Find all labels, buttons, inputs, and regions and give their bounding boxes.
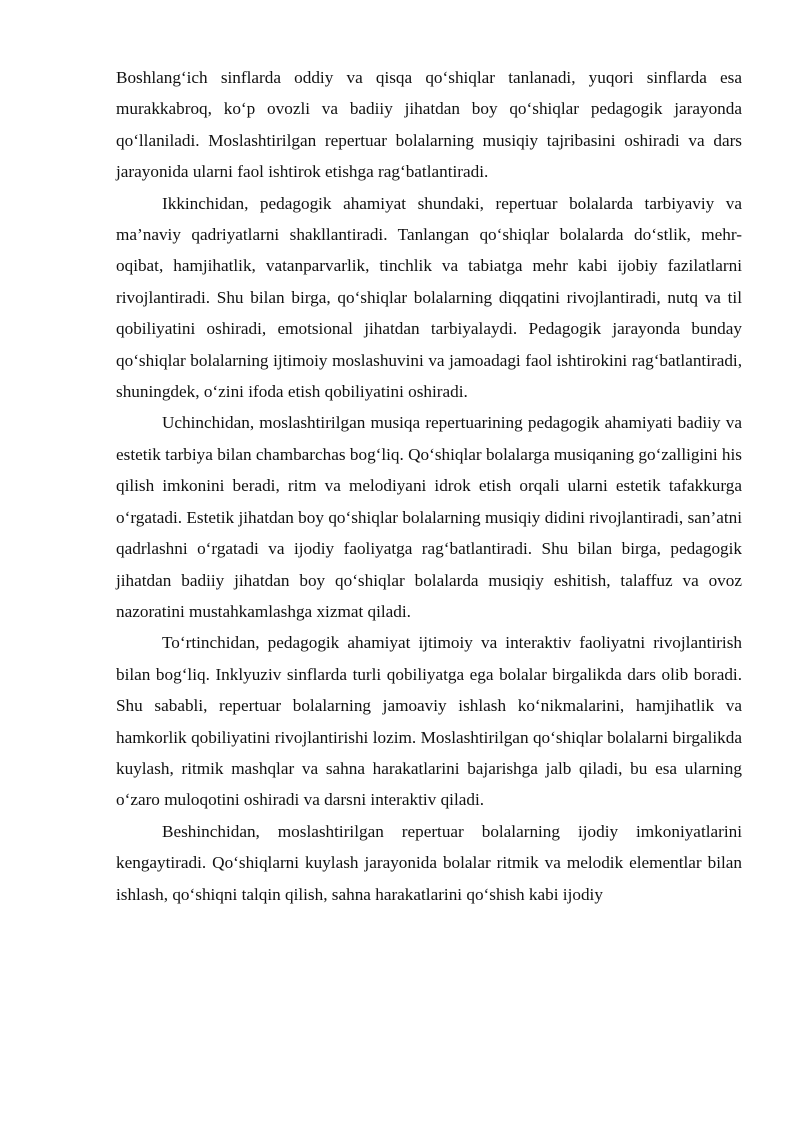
paragraph-5: Beshinchidan, moslashtirilgan repertuar bolalarning ijodiy imkoniyatlarini kengaytiradi. Qo‘shiqlarni kuylash jarayonida bolalar ritmik va melodik elementlar bilan ishlash, qo‘shiqni talqin qilish, sahna harakatlarini qo‘shish kabi ijodiy xyxy=(116,821,742,904)
document-page xyxy=(116,62,742,910)
paragraph-2: Ikkinchidan, pedagogik ahamiyat shundaki, repertuar bolalarda tarbiyaviy va ma’naviy qadriyatlarni shakllantiradi. Tanlangan qo‘shiqlar bolalarda do‘stlik, mehr-oqibat, hamjihatlik, vatanparvarlik, tinchlik va tabiatga mehr kabi ijobiy fazilatlarni rivojlantiradi. Shu bilan birga, qo‘shiqlar bolalarning diqqatini rivojlantiradi, nutq va til qobiliyatini oshiradi, emotsional jihatdan tarbiyalaydi. Pedagogik jarayonda bunday qo‘shiqlar bolalarning ijtimoiy moslashuvini va jamoadagi faol ishtirokini rag‘batlantiradi, shuningdek, o‘zini ifoda etish qobiliyatini oshiradi. xyxy=(116,193,742,402)
paragraph-4: To‘rtinchidan, pedagogik ahamiyat ijtimoiy va interaktiv faoliyatni rivojlantirish bilan bog‘liq. Inklyuziv sinflarda turli qobiliyatga ega bolalar birgalikda dars olib boradi. Shu sababli, repertuar bolalarning jamoaviy ishlash ko‘nikmalarini, hamjihatlik va hamkorlik qobiliyatini rivojlantirishi lozim. Moslashtirilgan qo‘shiqlar bolalarni birgalikda kuylash, ritmik mashqlar va sahna harakatlarini bajarishga jalb qiladi, bu esa ularning o‘zaro muloqotini oshiradi va darsni interaktiv qiladi. xyxy=(116,633,742,810)
paragraph-3: Uchinchidan, moslashtirilgan musiqa repertuarining pedagogik ahamiyati badiiy va estetik tarbiya bilan chambarchas bog‘liq. Qo‘shiqlar bolalarga musiqaning go‘zalligini his qilish imkonini beradi, ritm va melodiyani idrok etish orqali ularni estetik tafakkurga o‘rgatadi. Estetik jihatdan boy qo‘shiqlar bolalarning musiqiy didini rivojlantiradi, san’atni qadrlashni o‘rgatadi va ijodiy faoliyatga rag‘batlantiradi. Shu bilan birga, pedagogik jihatdan badiiy jihatdan boy qo‘shiqlar bolalarda musiqiy eshitish, talaffuz va ovoz nazoratini mustahkamlashga xizmat qiladi. xyxy=(116,413,742,621)
paragraph-1: Boshlang‘ich sinflarda oddiy va qisqa qo‘shiqlar tanlanadi, yuqori sinflarda esa murakkabroq, ko‘p ovozli va badiiy jihatdan boy qo‘shiqlar pedagogik jarayonda qo‘llaniladi. Moslashtirilgan repertuar bolalarning musiqiy tajribasini oshiradi va dars jarayonida ularni faol ishtirok etishga rag‘batlantiradi. xyxy=(116,68,742,182)
